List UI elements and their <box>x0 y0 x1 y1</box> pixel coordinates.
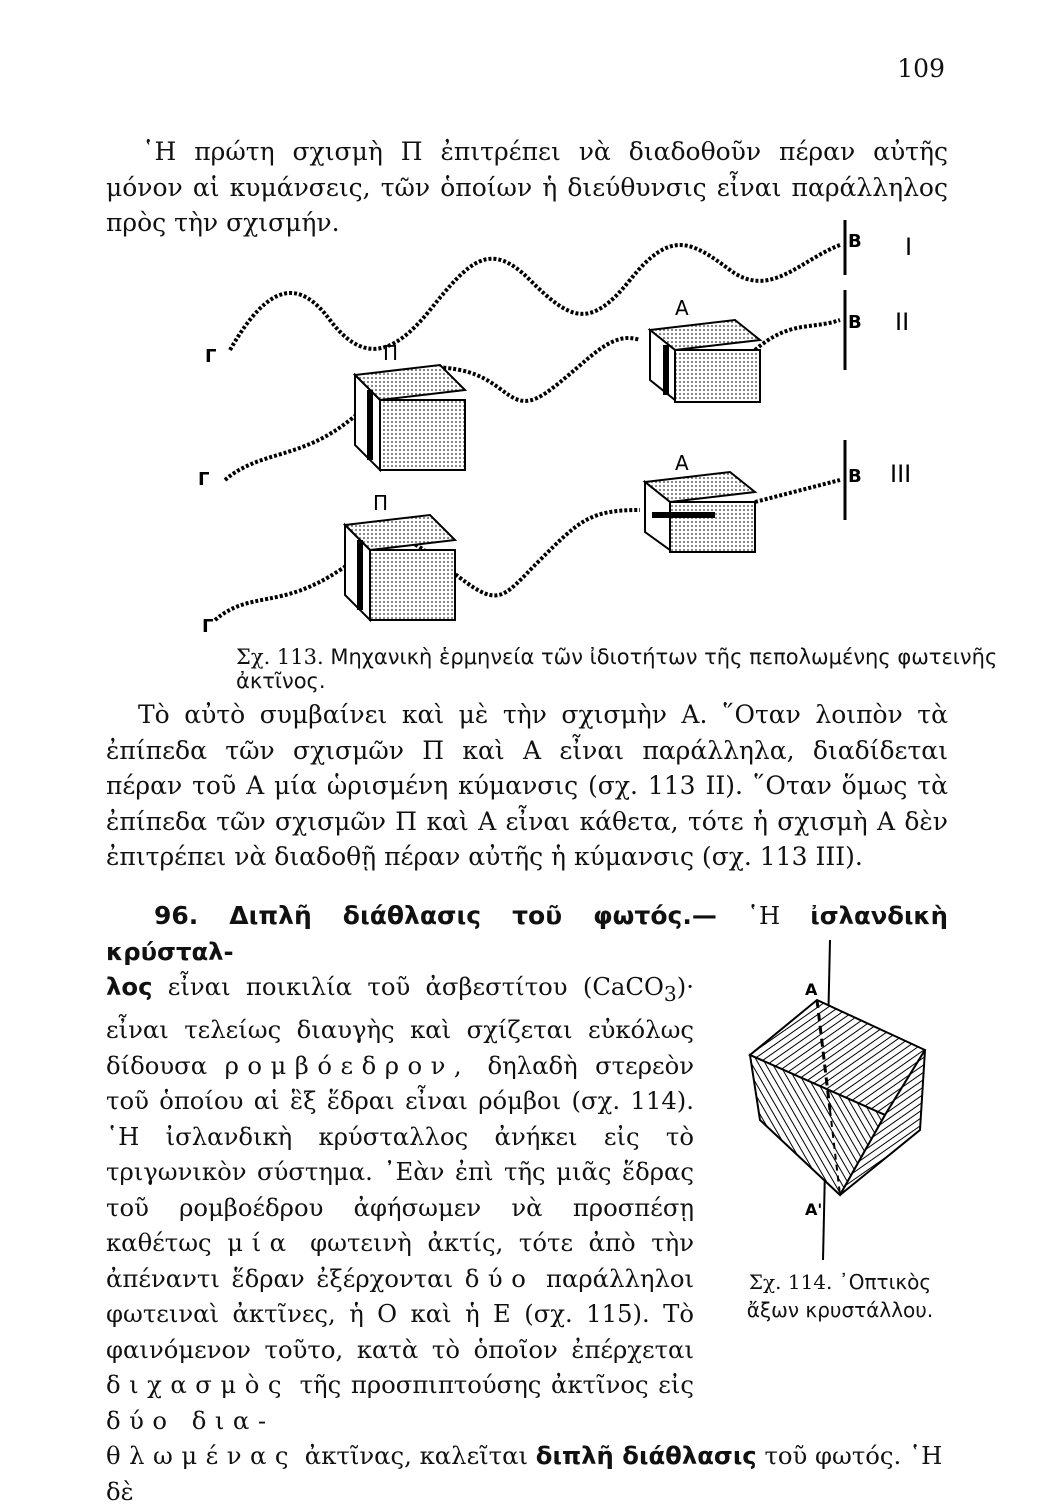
spaced-term: ρομβόεδρον, <box>224 1050 471 1080</box>
text-span: τοῦ φωτός. ῾Η δὲ <box>106 1441 943 1506</box>
text-span: )· εἶναι τελείως διαυγὴς καὶ σχίζεται εὐκόλως δίδουσα <box>106 972 694 1080</box>
paragraph-2: Τὸ αὐτὸ συμβαίνει καὶ μὲ τὴν σχισμὴν Α. ῞Οταν λοιπὸν τὰ ἐπίπεδα τῶν σχισμῶν Π καὶ Α εἶναι παράλληλα, διαδίδεται πέραν τοῦ Α μία ὡρισμένη κύμανσις (σχ. 113 II). ῞Οταν ὅμως τὰ ἐπίπεδα τῶν σχισμῶν Π καὶ Α εἶναι κάθετα, τότε ἡ σχισμὴ Α δὲν ἐπιτρέπει νὰ διαδοθῇ πέραν αὐτῆς ἡ κύμανσις (σχ. 113 III). <box>106 700 948 871</box>
term-icelandic-crystal-cont: λος <box>106 972 153 1001</box>
text-span: τῆς προσπιπτούσης ἀκτῖνος εἰς <box>299 1370 694 1400</box>
label-b: Β <box>848 231 862 252</box>
figure-114 <box>735 940 950 1265</box>
section-body <box>106 969 694 1438</box>
caption-line-2: ἄξων κρυστάλλου. <box>746 1298 934 1322</box>
spaced-term: θλωμένας <box>106 1441 298 1471</box>
polarizer-cube-1 <box>355 365 465 470</box>
spaced-term: δύο δια- <box>106 1405 275 1435</box>
spaced-term: διχασμὸς <box>106 1370 290 1400</box>
figure-113-caption <box>236 645 1063 693</box>
text-span: παράλληλοι φωτειναὶ ἀκτῖνες, ἡ Ο καὶ ἡ Ε (σχ. 115). Τὸ φαινόμενον τοῦτο, κατὰ τὸ ὁποῖον ἐπέρχεται <box>106 1263 694 1364</box>
label-a: Α <box>675 296 689 320</box>
paragraph-1: ῾Η πρώτη σχισμὴ Π ἐπιτρέπει νὰ διαδοθοῦν πέραν αὐτῆς μόνον αἱ κυμάνσεις, τῶν ὁποίων ἡ διεύθυνσις εἶναι παράλληλος πρὸς τὴν σχισμήν. <box>106 137 948 237</box>
spaced-term: δύο <box>464 1263 535 1293</box>
analyzer-cube-1 <box>650 320 760 402</box>
label-p: Π <box>373 491 389 515</box>
text-span: ἀκτῖνας, καλεῖται <box>304 1441 529 1471</box>
figure-113 <box>190 220 950 640</box>
label-a: Α <box>675 451 689 475</box>
caption-text: Μηχανικὴ ἑρμηνεία τῶν ἰδιοτήτων τῆς πεπολωμένης φωτεινῆς ἀκτῖνος. <box>236 645 998 693</box>
caption-number: Σχ. 114. <box>748 1270 833 1294</box>
analyzer-cube-2 <box>645 472 755 552</box>
figure-114-caption <box>720 1268 960 1324</box>
text-span: φωτεινὴ ἀκτίς, τότε ἀπὸ τὴν ἀπέναντι ἕδραν ἐξέρχονται <box>106 1228 694 1293</box>
label-b: Β <box>848 312 862 333</box>
roman-numeral-1: I <box>905 233 913 261</box>
text-span: δηλαδὴ στερεὸν τοῦ ὁποίου αἱ ἓξ ἕδραι εἶναι ρόμβοι (σχ. 114). ῾Η ἰσλανδικὴ κρύσταλλος ἀνήκει εἰς τὸ τριγωνικὸν σύστημα. ᾽Εὰν ἐπὶ τῆς μιᾶς ἕδρας τοῦ ρομβοέδρου ἀφήσωμεν νὰ προσπέσῃ καθέτως <box>106 1050 694 1258</box>
label-g: Γ <box>205 346 217 367</box>
page-number: 109 <box>897 54 945 83</box>
subscript: 3 <box>663 981 677 1006</box>
caption-number: Σχ. 113. <box>236 645 324 669</box>
label-b: Β <box>848 466 862 487</box>
label-a-top: Α <box>805 980 818 999</box>
spaced-term: μία <box>227 1228 295 1258</box>
term-icelandic-crystal: ἰσλανδικὴ κρύσταλ- <box>106 901 948 966</box>
label-g: Γ <box>198 469 210 490</box>
term-double-refraction: διπλῆ διάθλασις <box>535 1441 757 1471</box>
roman-numeral-2: II <box>895 308 910 336</box>
label-g: Γ <box>202 616 214 637</box>
text-span: εἶναι ποικιλία τοῦ ἀσβεστίτου (CaCO <box>167 972 664 1001</box>
section-heading: 96. Διπλῆ διάθλασις τοῦ φωτός.— <box>154 901 717 930</box>
label-a-bottom: Α' <box>805 1200 823 1219</box>
label-p: Π <box>383 341 399 365</box>
caption-line-1: ᾽Οπτικὸς <box>838 1270 932 1294</box>
heading-intro: ῾Η <box>746 901 781 930</box>
polarizer-cube-2 <box>345 515 455 620</box>
section-last-line <box>106 1438 948 1509</box>
roman-numeral-3: III <box>890 460 912 488</box>
